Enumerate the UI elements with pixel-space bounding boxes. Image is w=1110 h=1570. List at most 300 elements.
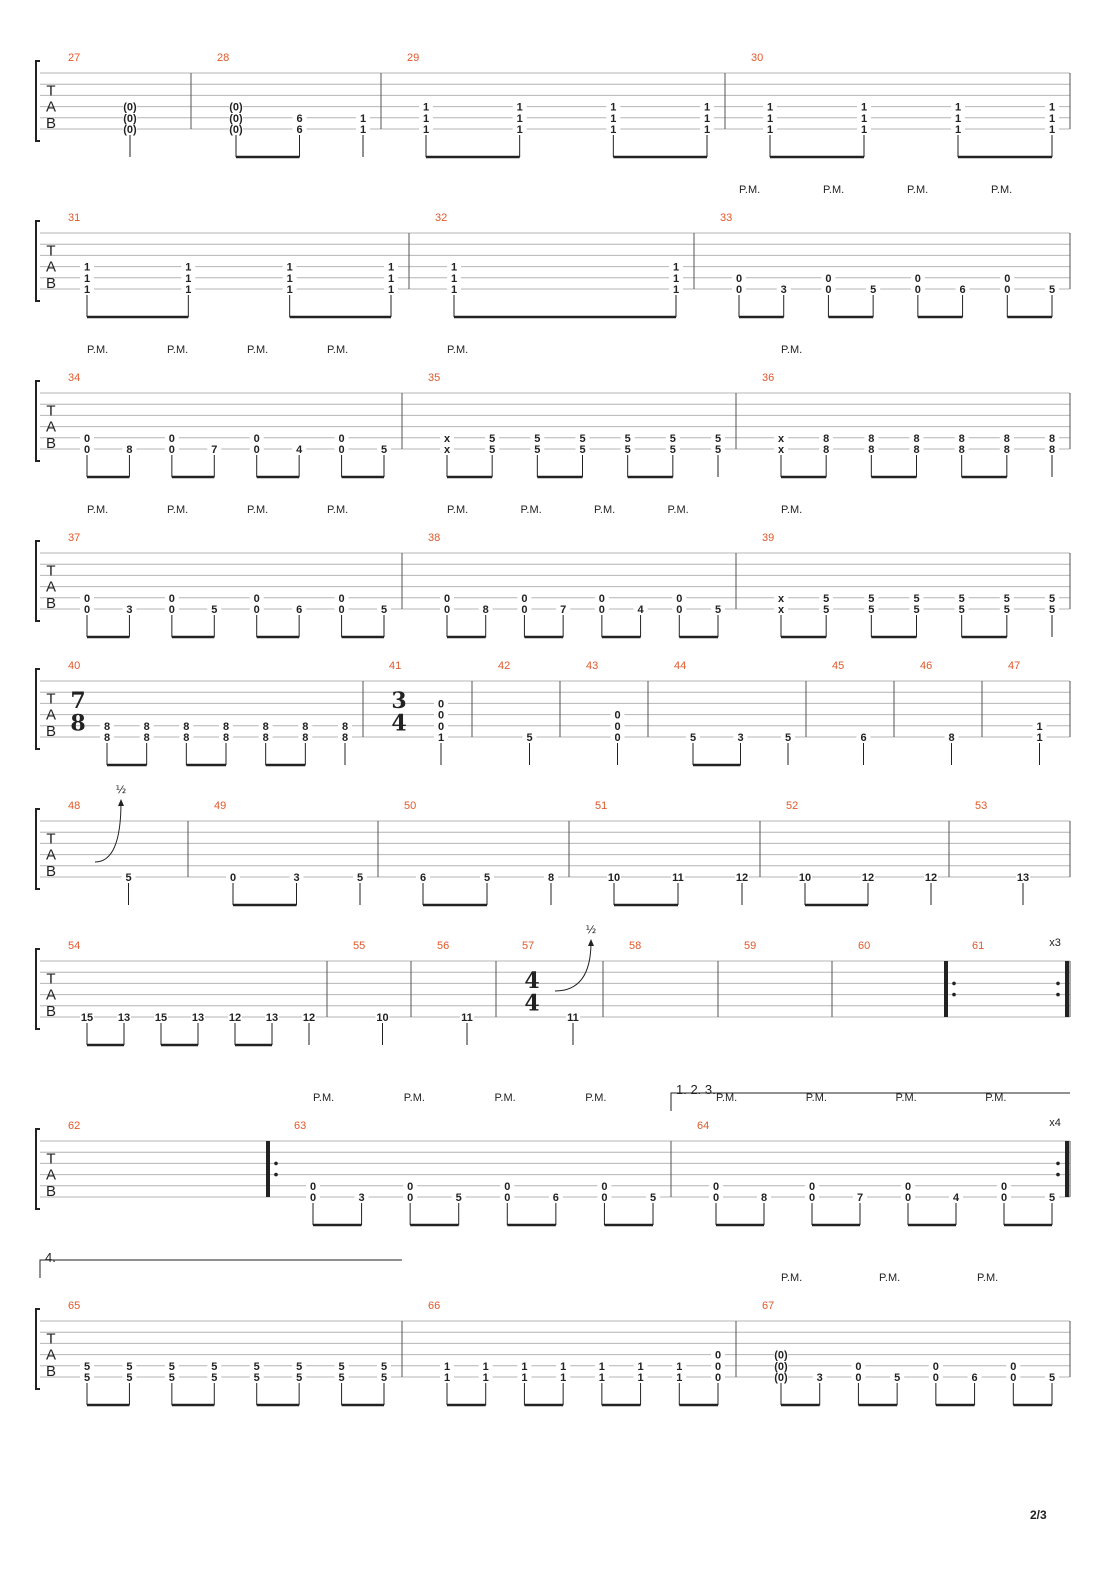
- fret-number: (0): [123, 112, 137, 125]
- measure-number: 48: [68, 800, 81, 812]
- palm-mute-marker: P.M.: [907, 184, 929, 196]
- fret-number: 5: [211, 1360, 218, 1373]
- fret-number: 6: [959, 284, 966, 296]
- palm-mute-marker: P.M.: [739, 184, 761, 196]
- fret-number: (0): [123, 101, 137, 114]
- fret-number: 1: [610, 124, 617, 136]
- fret-number: 1: [610, 101, 617, 114]
- fret-number: 6: [296, 124, 303, 136]
- fret-number: 7: [211, 444, 218, 456]
- fret-number: 8: [183, 732, 190, 744]
- fret-number: 5: [913, 592, 920, 605]
- fret-number: 15: [80, 1012, 94, 1024]
- palm-mute-marker: P.M.: [494, 1092, 516, 1104]
- palm-mute-marker: P.M.: [87, 344, 109, 356]
- measure-number: 53: [975, 800, 988, 812]
- fret-number: 5: [1048, 592, 1056, 605]
- fret-number: 5: [126, 1372, 133, 1384]
- fret-number: 3: [126, 604, 133, 616]
- fret-number: 5: [649, 1192, 657, 1204]
- tab-clef-a: A: [45, 418, 57, 436]
- fret-number: 0: [83, 592, 91, 605]
- measure-number: 60: [858, 940, 871, 952]
- fret-number: 5: [823, 592, 830, 605]
- fret-number: 5: [579, 444, 586, 456]
- palm-mute-marker: P.M.: [327, 344, 349, 356]
- fret-number: 8: [1003, 444, 1010, 456]
- tab-clef-a: A: [45, 706, 57, 724]
- fret-number: 3: [780, 284, 787, 296]
- fret-number: 8: [760, 1192, 768, 1204]
- fret-number: 5: [83, 1360, 91, 1373]
- fret-number: 10: [607, 872, 621, 884]
- fret-number: 0: [598, 592, 605, 605]
- fret-number: 8: [103, 732, 111, 744]
- fret-number: 5: [868, 604, 875, 616]
- palm-mute-marker: P.M.: [895, 1092, 917, 1104]
- fret-number: 8: [958, 432, 965, 445]
- tab-clef-b: B: [45, 114, 57, 132]
- measure-number: 65: [68, 1300, 81, 1312]
- fret-number: 4: [637, 604, 644, 616]
- fret-number: 0: [855, 1360, 862, 1373]
- fret-number: 0: [407, 1192, 414, 1204]
- fret-number: 1: [560, 1372, 567, 1384]
- time-signature-denominator: 4: [391, 710, 407, 737]
- fret-number: 12: [924, 872, 938, 884]
- time-signature-numerator: 7: [70, 687, 86, 714]
- measure-number: 39: [762, 532, 775, 544]
- fret-number: 5: [624, 432, 631, 445]
- volta-bracket-second: [40, 1260, 402, 1278]
- repeat-count-x3: x3: [1049, 937, 1061, 949]
- tab-clef-a: A: [45, 258, 57, 276]
- fret-number: 8: [143, 732, 150, 744]
- fret-number: 5: [526, 732, 533, 744]
- fret-number: 8: [302, 732, 309, 744]
- fret-number: 5: [714, 432, 722, 445]
- fret-number: 8: [913, 432, 920, 445]
- fret-number: 6: [419, 872, 427, 884]
- fret-number: 8: [143, 720, 150, 733]
- fret-number: 1: [610, 112, 617, 125]
- fret-number: 10: [376, 1012, 389, 1024]
- fret-number: 0: [443, 604, 451, 616]
- palm-mute-marker: P.M.: [167, 504, 189, 516]
- fret-number: 5: [689, 732, 697, 744]
- fret-number: 1: [1048, 112, 1056, 125]
- fret-number: 0: [83, 432, 91, 445]
- fret-number: 0: [437, 698, 445, 711]
- measure-number: 32: [435, 212, 448, 224]
- time-signature-denominator: 4: [524, 990, 540, 1017]
- bend-arrow: [118, 799, 124, 806]
- fret-number: 5: [489, 444, 496, 456]
- fret-number: 8: [1048, 444, 1056, 456]
- measure-number: 47: [1008, 660, 1021, 672]
- fret-number: x: [777, 604, 785, 616]
- tab-clef-t: T: [46, 1150, 56, 1168]
- fret-number: (0): [229, 101, 243, 114]
- fret-number: 0: [825, 284, 832, 296]
- bend-amount: ½: [115, 783, 127, 796]
- repeat-dot: [274, 1162, 278, 1166]
- fret-number: 0: [1010, 1372, 1017, 1384]
- fret-number: 0: [309, 1180, 317, 1193]
- measure-number: 62: [68, 1120, 81, 1132]
- fret-number: 0: [168, 604, 175, 616]
- fret-number: 7: [856, 1192, 864, 1204]
- fret-number: 1: [637, 1372, 644, 1384]
- fret-number: 1: [185, 284, 192, 296]
- measure-number: 59: [744, 940, 757, 952]
- fret-number: 0: [253, 604, 260, 616]
- fret-number: 12: [228, 1012, 242, 1024]
- fret-number: 8: [868, 444, 875, 456]
- palm-mute-marker: P.M.: [247, 344, 269, 356]
- fret-number: 1: [954, 124, 962, 136]
- fret-number: 1: [637, 1360, 644, 1373]
- fret-number: 1: [1036, 732, 1043, 744]
- fret-number: 0: [614, 709, 621, 722]
- repeat-count-x4: x4: [1049, 1117, 1061, 1129]
- fret-number: 8: [948, 732, 955, 744]
- fret-number: x: [443, 432, 451, 445]
- fret-number: 0: [825, 272, 832, 285]
- palm-mute-marker: P.M.: [167, 344, 189, 356]
- fret-number: 1: [676, 1360, 683, 1373]
- fret-number: 8: [547, 872, 555, 884]
- fret-number: 1: [672, 272, 680, 285]
- fret-number: (0): [123, 124, 137, 136]
- fret-number: 0: [83, 604, 91, 616]
- measure-number: 40: [68, 660, 81, 672]
- fret-number: 8: [222, 720, 230, 733]
- fret-number: 13: [265, 1012, 279, 1024]
- tab-clef-b: B: [45, 434, 57, 452]
- fret-number: 5: [579, 432, 586, 445]
- fret-number: 0: [614, 732, 621, 744]
- fret-number: 5: [714, 604, 722, 616]
- fret-number: 8: [913, 444, 920, 456]
- measure-number: 34: [68, 372, 81, 384]
- fret-number: 1: [598, 1360, 605, 1373]
- fret-number: 0: [735, 272, 743, 285]
- fret-number: 8: [222, 732, 230, 744]
- fret-number: 6: [971, 1372, 978, 1384]
- fret-number: (0): [229, 124, 243, 136]
- fret-number: x: [777, 592, 785, 605]
- fret-number: 0: [855, 1372, 862, 1384]
- fret-number: 0: [253, 592, 260, 605]
- repeat-dot: [1056, 993, 1060, 997]
- fret-number: 1: [286, 272, 293, 285]
- measure-number: 63: [294, 1120, 307, 1132]
- palm-mute-marker: P.M.: [313, 1092, 335, 1104]
- measure-number: 38: [428, 532, 441, 544]
- fret-number: 5: [380, 1360, 388, 1373]
- fret-number: 0: [1010, 1360, 1017, 1373]
- fret-number: 0: [521, 604, 528, 616]
- fret-number: 1: [521, 1360, 528, 1373]
- fret-number: 1: [560, 1360, 567, 1373]
- fret-number: 0: [904, 1192, 912, 1204]
- tab-clef-a: A: [45, 986, 57, 1004]
- fret-number: 5: [784, 732, 792, 744]
- fret-number: 5: [483, 872, 491, 884]
- fret-number: (0): [774, 1372, 788, 1384]
- fret-number: 0: [1004, 272, 1011, 285]
- fret-number: 8: [482, 604, 489, 616]
- fret-number: 1: [676, 1372, 683, 1384]
- fret-number: 1: [860, 112, 868, 125]
- fret-number: 1: [286, 284, 293, 296]
- fret-number: 5: [669, 432, 676, 445]
- system-bracket: [36, 669, 40, 749]
- fret-number: 3: [358, 1192, 365, 1204]
- measure-number: 43: [586, 660, 599, 672]
- fret-number: 1: [1048, 101, 1056, 114]
- fret-number: 5: [913, 604, 920, 616]
- fret-number: 8: [126, 444, 133, 456]
- fret-number: 5: [823, 604, 830, 616]
- measure-number: 31: [68, 212, 81, 224]
- fret-number: 1: [766, 112, 774, 125]
- fret-number: 1: [387, 261, 395, 274]
- fret-number: (0): [774, 1360, 788, 1373]
- palm-mute-marker: P.M.: [991, 184, 1013, 196]
- fret-number: 0: [714, 1372, 722, 1384]
- fret-number: 5: [380, 1372, 388, 1384]
- fret-number: 1: [703, 124, 711, 136]
- fret-number: 0: [932, 1360, 939, 1373]
- tab-clef-a: A: [45, 1166, 57, 1184]
- fret-number: 1: [359, 112, 367, 125]
- fret-number: 8: [302, 720, 309, 733]
- fret-number: 1: [1036, 720, 1043, 733]
- fret-number: 5: [380, 444, 388, 456]
- tab-clef-t: T: [46, 970, 56, 988]
- fret-number: 13: [191, 1012, 205, 1024]
- measure-number: 35: [428, 372, 441, 384]
- measure-number: 56: [437, 940, 450, 952]
- fret-number: 1: [482, 1372, 489, 1384]
- fret-number: 0: [712, 1180, 720, 1193]
- fret-number: 15: [154, 1012, 168, 1024]
- fret-number: 0: [338, 592, 345, 605]
- fret-number: 0: [168, 592, 175, 605]
- time-signature-numerator: 3: [391, 687, 407, 714]
- fret-number: 1: [598, 1372, 605, 1384]
- measure-number: 37: [68, 532, 81, 544]
- palm-mute-marker: P.M.: [520, 504, 542, 516]
- palm-mute-marker: P.M.: [403, 1092, 425, 1104]
- measure-number: 64: [697, 1120, 710, 1132]
- fret-number: 0: [735, 284, 743, 296]
- measure-number: 50: [404, 800, 417, 812]
- fret-number: 0: [521, 592, 528, 605]
- system-bracket: [36, 221, 40, 301]
- tab-clef-a: A: [45, 846, 57, 864]
- tab-clef-b: B: [45, 862, 57, 880]
- fret-number: 8: [823, 444, 830, 456]
- tab-clef-b: B: [45, 274, 57, 292]
- fret-number: 5: [253, 1360, 260, 1373]
- palm-mute-marker: P.M.: [585, 1092, 607, 1104]
- fret-number: 5: [168, 1372, 175, 1384]
- fret-number: 5: [380, 604, 388, 616]
- fret-number: 0: [229, 872, 237, 884]
- fret-number: 8: [1048, 432, 1056, 445]
- fret-number: 0: [601, 1192, 608, 1204]
- palm-mute-marker: P.M.: [985, 1092, 1007, 1104]
- fret-number: 0: [932, 1372, 939, 1384]
- system-bracket: [36, 949, 40, 1029]
- fret-number: 0: [253, 444, 260, 456]
- palm-mute-marker: P.M.: [879, 1272, 901, 1284]
- fret-number: 1: [860, 101, 868, 114]
- fret-number: 1: [359, 124, 367, 136]
- fret-number: 6: [296, 604, 303, 616]
- fret-number: 3: [737, 732, 744, 744]
- tab-clef-a: A: [45, 1346, 57, 1364]
- palm-mute-marker: P.M.: [327, 504, 349, 516]
- fret-number: 1: [422, 124, 430, 136]
- fret-number: 5: [1003, 604, 1010, 616]
- fret-number: 0: [338, 604, 345, 616]
- fret-number: 1: [860, 124, 868, 136]
- fret-number: 1: [516, 112, 523, 125]
- fret-number: 0: [676, 604, 683, 616]
- fret-number: 0: [168, 432, 175, 445]
- fret-number: 11: [672, 872, 684, 884]
- tab-clef-t: T: [46, 562, 56, 580]
- tab-clef-t: T: [46, 82, 56, 100]
- fret-number: 1: [516, 101, 523, 114]
- fret-number: 0: [504, 1192, 511, 1204]
- fret-number: 1: [954, 112, 962, 125]
- fret-number: 1: [387, 272, 395, 285]
- fret-number: x: [777, 444, 785, 456]
- fret-number: 0: [437, 720, 445, 733]
- measure-number: 44: [674, 660, 687, 672]
- fret-number: 5: [624, 444, 631, 456]
- tab-clef-b: B: [45, 1362, 57, 1380]
- fret-number: 3: [816, 1372, 823, 1384]
- fret-number: 5: [669, 444, 676, 456]
- fret-number: 0: [914, 284, 921, 296]
- tab-clef-t: T: [46, 830, 56, 848]
- bend-arrow: [588, 939, 594, 946]
- fret-number: 1: [437, 732, 445, 744]
- tab-clef-b: B: [45, 1002, 57, 1020]
- repeat-dot: [952, 993, 956, 997]
- fret-number: 3: [293, 872, 300, 884]
- fret-number: 8: [823, 432, 830, 445]
- fret-number: 12: [302, 1012, 316, 1024]
- fret-number: 1: [450, 272, 458, 285]
- fret-number: 1: [387, 284, 395, 296]
- palm-mute-marker: P.M.: [823, 184, 845, 196]
- palm-mute-marker: P.M.: [977, 1272, 999, 1284]
- fret-number: 4: [296, 444, 303, 456]
- fret-number: 0: [601, 1180, 608, 1193]
- tab-clef-a: A: [45, 578, 57, 596]
- measure-number: 58: [629, 940, 642, 952]
- fret-number: 0: [504, 1180, 511, 1193]
- measure-number: 46: [920, 660, 933, 672]
- measure-number: 30: [751, 52, 764, 64]
- fret-number: 5: [455, 1192, 462, 1204]
- fret-number: 0: [83, 444, 91, 456]
- measure-number: 57: [522, 940, 535, 952]
- fret-number: 6: [860, 732, 867, 744]
- fret-number: 5: [1003, 592, 1010, 605]
- fret-number: 1: [443, 1360, 451, 1373]
- page-number: 2/3: [1030, 1508, 1047, 1522]
- fret-number: 0: [914, 272, 921, 285]
- fret-number: 5: [1048, 1372, 1056, 1384]
- palm-mute-marker: P.M.: [594, 504, 616, 516]
- system-bracket: [36, 541, 40, 621]
- fret-number: 1: [672, 284, 680, 296]
- fret-number: 0: [407, 1180, 414, 1193]
- repeat-dot: [1056, 1173, 1060, 1177]
- tab-clef-t: T: [46, 690, 56, 708]
- palm-mute-marker: P.M.: [667, 504, 689, 516]
- tab-clef-a: A: [45, 98, 57, 116]
- fret-number: 1: [83, 272, 91, 285]
- fret-number: x: [777, 432, 785, 445]
- fret-number: 5: [83, 1372, 91, 1384]
- fret-number: 6: [296, 112, 303, 125]
- fret-number: 1: [422, 112, 430, 125]
- measure-number: 67: [762, 1300, 775, 1312]
- tab-clef-b: B: [45, 1182, 57, 1200]
- fret-number: 5: [958, 592, 965, 605]
- fret-number: 5: [126, 1360, 133, 1373]
- fret-number: 1: [422, 101, 430, 114]
- measure-number: 52: [786, 800, 799, 812]
- fret-number: 5: [356, 872, 364, 884]
- system-bracket: [36, 1309, 40, 1389]
- fret-number: 5: [1048, 604, 1056, 616]
- repeat-dot: [1056, 982, 1060, 986]
- fret-number: 0: [712, 1192, 720, 1204]
- fret-number: 13: [117, 1012, 131, 1024]
- fret-number: 5: [211, 1372, 218, 1384]
- measure-number: 33: [720, 212, 733, 224]
- measure-number: 55: [353, 940, 366, 952]
- fret-number: 5: [168, 1360, 175, 1373]
- fret-number: 10: [798, 872, 812, 884]
- fret-number: 1: [286, 261, 293, 274]
- fret-number: 8: [958, 444, 965, 456]
- measure-number: 51: [595, 800, 608, 812]
- fret-number: (0): [229, 112, 243, 125]
- time-signature-numerator: 4: [524, 967, 540, 994]
- fret-number: 0: [598, 604, 605, 616]
- fret-number: 0: [437, 709, 445, 722]
- fret-number: 5: [958, 604, 965, 616]
- fret-number: 6: [552, 1192, 559, 1204]
- fret-number: 0: [338, 444, 345, 456]
- palm-mute-marker: P.M.: [781, 1272, 803, 1284]
- palm-mute-marker: P.M.: [87, 504, 109, 516]
- fret-number: 1: [766, 101, 774, 114]
- fret-number: 1: [703, 101, 711, 114]
- fret-number: 1: [450, 284, 458, 296]
